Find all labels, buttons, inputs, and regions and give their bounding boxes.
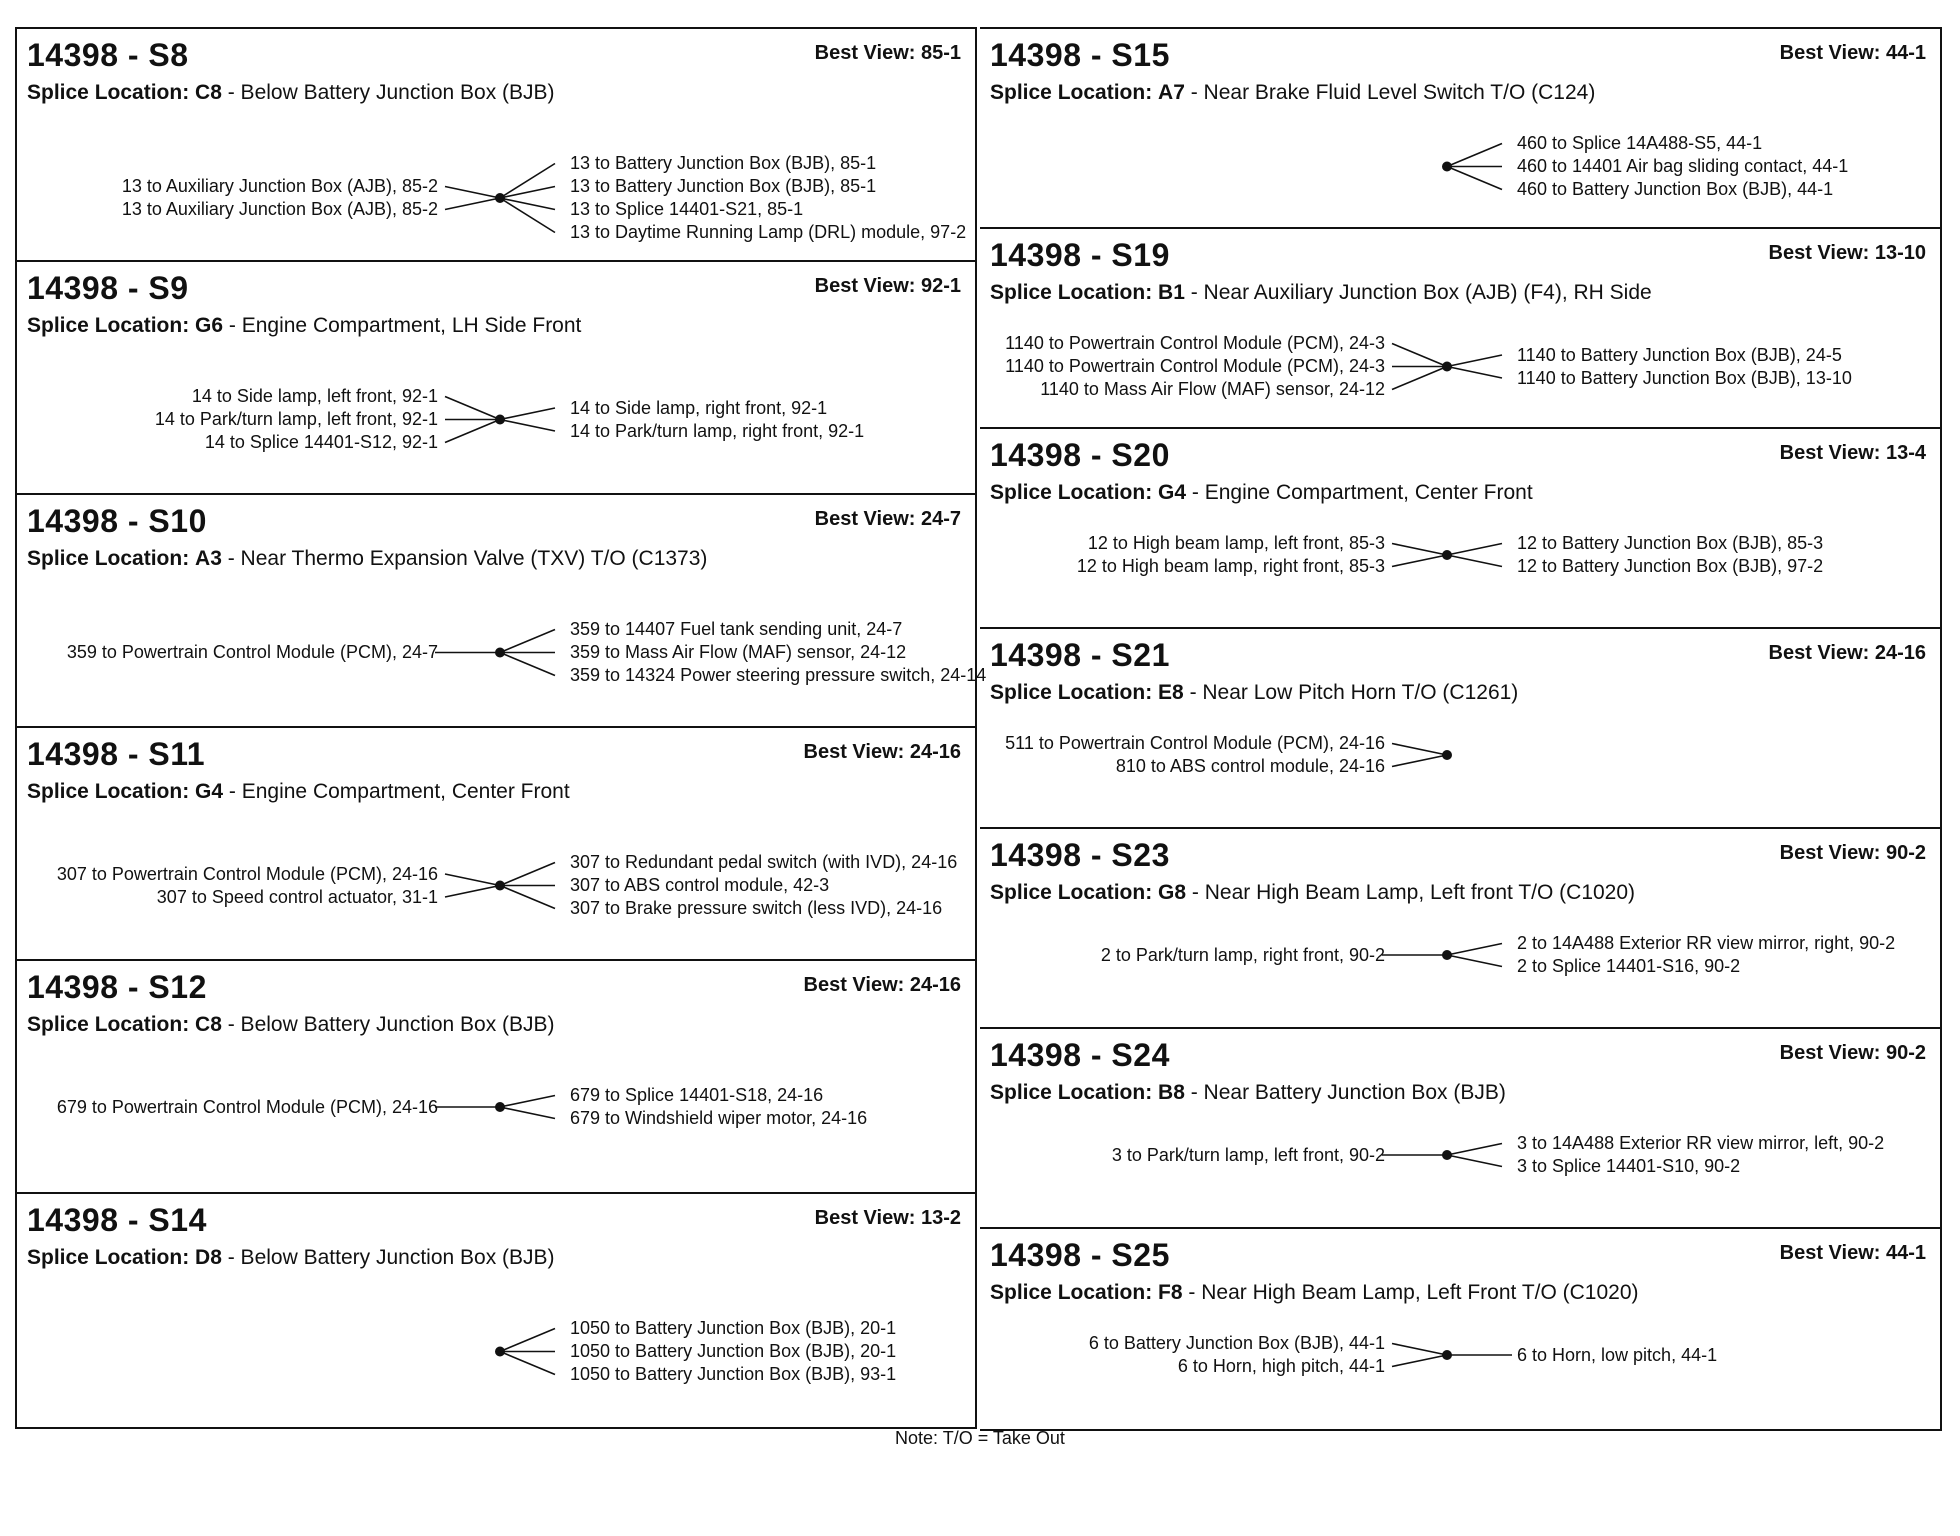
splice-id: 14398 - S24 — [990, 1037, 1170, 1073]
splice-card — [980, 229, 1940, 429]
splice-column-left — [15, 27, 987, 1429]
best-view-value: 44-1 — [1885, 42, 1926, 64]
wire-line-right — [500, 1107, 555, 1119]
splice-location-desc: - Near Auxiliary Junction Box (AJB) (F4), RH Side — [1190, 281, 1652, 304]
splice-location-code: F8 — [1158, 1281, 1183, 1304]
splice-location-code: A7 — [1158, 81, 1185, 104]
splice-location-code: G6 — [195, 314, 224, 337]
splice-dot — [495, 1347, 505, 1357]
best-view-value: 90-2 — [1885, 842, 1926, 864]
splice-card — [17, 961, 975, 1194]
wire-line-left — [1392, 344, 1447, 367]
wire-right: 307 to Brake pressure switch (less IVD), 24-16 — [570, 898, 943, 918]
splice-location-label: Splice Location: — [27, 780, 190, 803]
splice-location-code: G8 — [1158, 881, 1187, 904]
wire-line-right — [1447, 167, 1502, 190]
wire-right: 2 to 14A488 Exterior RR view mirror, right, 90-2 — [1517, 933, 1896, 953]
best-view-label: Best View: — [1768, 242, 1870, 264]
splice-dot — [1442, 950, 1452, 960]
wire-right: 1050 to Battery Junction Box (BJB), 93-1 — [570, 1364, 897, 1384]
splice-diagram — [980, 229, 1942, 429]
wire-left: 13 to Auxiliary Junction Box (AJB), 85-2 — [121, 199, 438, 219]
splice-location-code: B1 — [1158, 281, 1185, 304]
splice-card — [980, 1229, 1940, 1429]
splice-id: 14398 - S11 — [27, 736, 206, 772]
splice-location-desc: - Near High Beam Lamp, Left Front T/O (C1020) — [1188, 1281, 1639, 1304]
wire-line-right — [1447, 555, 1502, 567]
splice-diagram — [980, 629, 1942, 829]
splice-location-desc: - Engine Compartment, Center Front — [228, 780, 570, 803]
splice-dot — [495, 881, 505, 891]
best-view-label: Best View: — [814, 275, 916, 297]
splice-diagram — [17, 495, 979, 728]
splice-location-code: E8 — [1158, 681, 1184, 704]
splice-location-label: Splice Location: — [27, 547, 190, 570]
splice-diagram — [17, 1194, 979, 1427]
splice-diagram — [980, 829, 1942, 1029]
splice-location-label: Splice Location: — [990, 81, 1153, 104]
splice-location-desc: - Near Battery Junction Box (BJB) — [1190, 1081, 1506, 1104]
wire-left: 13 to Auxiliary Junction Box (AJB), 85-2 — [121, 176, 438, 196]
best-view-label: Best View: — [1779, 842, 1881, 864]
best-view-value: 85-1 — [920, 42, 961, 64]
splice-id: 14398 - S14 — [27, 1202, 207, 1238]
splice-dot — [1442, 362, 1452, 372]
splice-location-label: Splice Location: — [27, 81, 190, 104]
wire-right: 3 to Splice 14401-S10, 90-2 — [1517, 1156, 1741, 1176]
splice-id: 14398 - S20 — [990, 437, 1170, 473]
wire-line-right — [500, 630, 555, 653]
best-view-value: 90-2 — [1885, 1042, 1926, 1064]
splice-location-code: G4 — [1158, 481, 1187, 504]
splice-location-label: Splice Location: — [27, 314, 190, 337]
wire-right: 14 to Park/turn lamp, right front, 92-1 — [570, 420, 865, 441]
wire-right: 1140 to Battery Junction Box (BJB), 24-5 — [1517, 344, 1842, 365]
splice-card — [17, 495, 987, 728]
best-view-value: 13-10 — [1874, 242, 1926, 264]
wire-right: 307 to Redundant pedal switch (with IVD), 24-16 — [570, 852, 958, 872]
splice-location-desc: - Near Low Pitch Horn T/O (C1261) — [1189, 681, 1519, 704]
splice-diagram — [17, 728, 979, 961]
wire-left: 307 to Powertrain Control Module (PCM), 24-16 — [56, 863, 438, 884]
best-view-label: Best View: — [1779, 1242, 1881, 1264]
wire-line-left — [445, 886, 500, 898]
best-view-label: Best View: — [814, 1207, 916, 1229]
wire-right: 359 to 14324 Power steering pressure switch, 24-14 — [570, 665, 987, 685]
wire-line-left — [1392, 555, 1447, 567]
wire-line-left — [445, 198, 500, 210]
splice-card — [980, 829, 1940, 1029]
wire-right: 307 to ABS control module, 42-3 — [570, 875, 830, 895]
splice-location-desc: - Below Battery Junction Box (BJB) — [227, 81, 555, 104]
wire-right: 13 to Daytime Running Lamp (DRL) module, 97-2 — [570, 222, 967, 242]
wire-line-left — [1392, 755, 1447, 767]
wire-right: 6 to Horn, low pitch, 44-1 — [1517, 1344, 1718, 1365]
wire-left: 14 to Splice 14401-S12, 92-1 — [204, 432, 438, 452]
splice-location-code: A3 — [195, 547, 222, 570]
splice-id: 14398 - S21 — [990, 637, 1170, 673]
splice-location-label: Splice Location: — [990, 481, 1153, 504]
wire-left: 511 to Powertrain Control Module (PCM), 24-16 — [1005, 733, 1385, 753]
best-view-value: 24-7 — [920, 508, 961, 530]
wire-right: 1050 to Battery Junction Box (BJB), 20-1 — [570, 1318, 897, 1338]
splice-id: 14398 - S9 — [27, 270, 189, 306]
splice-card — [17, 728, 975, 961]
wire-right: 13 to Battery Junction Box (BJB), 85-1 — [570, 153, 877, 173]
wire-line-left — [1392, 367, 1447, 390]
wire-line-left — [1392, 744, 1447, 756]
wire-left: 14 to Side lamp, left front, 92-1 — [191, 386, 438, 406]
wire-line-right — [500, 1096, 555, 1108]
splice-location-label: Splice Location: — [990, 881, 1153, 904]
splice-dot — [1442, 550, 1452, 560]
splice-card — [17, 29, 975, 262]
splice-location-label: Splice Location: — [990, 281, 1153, 304]
wire-line-left — [445, 187, 500, 199]
splice-location-code: G4 — [195, 780, 224, 803]
wire-right: 2 to Splice 14401-S16, 90-2 — [1517, 956, 1741, 976]
splice-location-desc: - Below Battery Junction Box (BJB) — [227, 1246, 555, 1269]
wire-line-right — [500, 1352, 555, 1375]
wire-left: 12 to High beam lamp, left front, 85-3 — [1087, 533, 1385, 553]
wire-right: 1140 to Battery Junction Box (BJB), 13-10 — [1517, 367, 1852, 388]
wire-line-right — [1447, 1144, 1502, 1156]
wire-right: 679 to Windshield wiper motor, 24-16 — [570, 1108, 868, 1128]
wire-right: 3 to 14A488 Exterior RR view mirror, left, 90-2 — [1517, 1133, 1885, 1153]
wire-left: 810 to ABS control module, 24-16 — [1115, 756, 1385, 776]
wire-right: 460 to 14401 Air bag sliding contact, 44-1 — [1517, 156, 1849, 176]
wire-line-right — [1447, 355, 1502, 367]
wire-line-right — [500, 1329, 555, 1352]
splice-card — [980, 29, 1940, 229]
splice-dot — [1442, 162, 1452, 172]
wire-line-right — [500, 886, 555, 909]
wire-left: 359 to Powertrain Control Module (PCM), 24-7 — [66, 642, 438, 662]
splice-diagram — [980, 1029, 1942, 1229]
best-view-value: 92-1 — [920, 275, 961, 297]
wire-line-right — [500, 420, 555, 432]
best-view-label: Best View: — [1779, 442, 1881, 464]
best-view-value: 13-2 — [920, 1207, 961, 1229]
wire-left: 12 to High beam lamp, right front, 85-3 — [1076, 556, 1385, 576]
wire-left: 1140 to Mass Air Flow (MAF) sensor, 24-12 — [1040, 379, 1385, 399]
wire-line-left — [445, 874, 500, 886]
wire-left: 2 to Park/turn lamp, right front, 90-2 — [1100, 944, 1385, 965]
wire-line-right — [500, 408, 555, 420]
wire-right: 359 to 14407 Fuel tank sending unit, 24-7 — [570, 619, 903, 639]
wire-right: 13 to Splice 14401-S21, 85-1 — [570, 199, 804, 219]
splice-location-label: Splice Location: — [27, 1013, 190, 1036]
wire-right: 12 to Battery Junction Box (BJB), 85-3 — [1517, 533, 1824, 553]
splice-id: 14398 - S25 — [990, 1237, 1170, 1273]
wire-left: 14 to Park/turn lamp, left front, 92-1 — [154, 409, 438, 429]
wire-left: 3 to Park/turn lamp, left front, 90-2 — [1111, 1144, 1385, 1165]
wire-right: 1050 to Battery Junction Box (BJB), 20-1 — [570, 1341, 897, 1361]
wire-left: 307 to Speed control actuator, 31-1 — [156, 886, 438, 907]
best-view-value: 13-4 — [1885, 442, 1926, 464]
splice-location-label: Splice Location: — [990, 1081, 1153, 1104]
wire-line-right — [500, 653, 555, 676]
splice-dot — [495, 415, 505, 425]
wire-line-left — [445, 420, 500, 443]
splice-diagram — [980, 429, 1942, 629]
splice-location-label: Splice Location: — [990, 1281, 1153, 1304]
splice-dot — [1442, 750, 1452, 760]
splice-id: 14398 - S15 — [990, 37, 1170, 73]
splice-id: 14398 - S12 — [27, 969, 207, 1005]
best-view-value: 24-16 — [1874, 642, 1926, 664]
splice-dot — [495, 1102, 505, 1112]
wire-line-right — [500, 863, 555, 886]
wire-left: 1140 to Powertrain Control Module (PCM), 24-3 — [1005, 356, 1385, 376]
wire-line-left — [1392, 1355, 1447, 1367]
splice-location-desc: - Near High Beam Lamp, Left front T/O (C1020) — [1191, 881, 1636, 904]
best-view-value: 24-16 — [909, 741, 961, 763]
wire-right: 13 to Battery Junction Box (BJB), 85-1 — [570, 176, 877, 196]
splice-id: 14398 - S23 — [990, 837, 1170, 873]
splice-id: 14398 - S19 — [990, 237, 1170, 273]
splice-diagram — [17, 29, 979, 262]
wire-right: 14 to Side lamp, right front, 92-1 — [570, 397, 828, 418]
best-view-label: Best View: — [803, 741, 905, 763]
best-view-label: Best View: — [814, 42, 916, 64]
footnote: Note: T/O = Take Out — [895, 1428, 1065, 1448]
best-view-value: 44-1 — [1885, 1242, 1926, 1264]
wire-right: 460 to Battery Junction Box (BJB), 44-1 — [1517, 179, 1834, 199]
splice-card — [980, 429, 1940, 629]
wire-left: 6 to Horn, high pitch, 44-1 — [1177, 1356, 1385, 1376]
splice-location-desc: - Near Brake Fluid Level Switch T/O (C124) — [1190, 81, 1596, 104]
splice-location-code: B8 — [1158, 1081, 1185, 1104]
wire-line-right — [1447, 1155, 1502, 1167]
wire-line-left — [445, 397, 500, 420]
splice-id: 14398 - S10 — [27, 503, 207, 539]
splice-location-code: C8 — [195, 1013, 222, 1036]
splice-id: 14398 - S8 — [27, 37, 189, 73]
wire-line-left — [1392, 544, 1447, 556]
wire-line-right — [1447, 144, 1502, 167]
wire-right: 460 to Splice 14A488-S5, 44-1 — [1517, 133, 1763, 153]
splice-card — [980, 1029, 1940, 1229]
best-view-label: Best View: — [1779, 42, 1881, 64]
splice-diagram — [980, 29, 1942, 229]
wire-line-left — [1392, 1344, 1447, 1356]
splice-location-label: Splice Location: — [27, 1246, 190, 1269]
best-view-label: Best View: — [1768, 642, 1870, 664]
splice-location-desc: - Engine Compartment, LH Side Front — [228, 314, 582, 337]
splice-dot — [1442, 1150, 1452, 1160]
splice-location-desc: - Engine Compartment, Center Front — [1191, 481, 1533, 504]
splice-card — [17, 1194, 975, 1427]
splice-diagram — [980, 1229, 1942, 1429]
best-view-value: 24-16 — [909, 974, 961, 996]
splice-card — [17, 262, 975, 495]
wire-left: 679 to Powertrain Control Module (PCM), 24-16 — [56, 1096, 438, 1117]
splice-diagram — [17, 961, 979, 1194]
wire-left: 6 to Battery Junction Box (BJB), 44-1 — [1088, 1333, 1385, 1353]
splice-column-right — [980, 27, 1942, 1431]
wire-line-right — [1447, 544, 1502, 556]
wire-right: 359 to Mass Air Flow (MAF) sensor, 24-12 — [570, 642, 907, 662]
splice-location-desc: - Below Battery Junction Box (BJB) — [227, 1013, 555, 1036]
splice-location-code: C8 — [195, 81, 222, 104]
best-view-label: Best View: — [1779, 1042, 1881, 1064]
wire-right: 12 to Battery Junction Box (BJB), 97-2 — [1517, 556, 1824, 576]
wire-right: 679 to Splice 14401-S18, 24-16 — [570, 1085, 824, 1105]
splice-location-code: D8 — [195, 1246, 222, 1269]
wire-line-right — [1447, 944, 1502, 956]
splice-dot — [495, 193, 505, 203]
wire-line-right — [1447, 955, 1502, 967]
splice-card — [980, 629, 1940, 829]
best-view-label: Best View: — [814, 508, 916, 530]
wire-left: 1140 to Powertrain Control Module (PCM), 24-3 — [1005, 333, 1385, 353]
wire-line-right — [1447, 367, 1502, 379]
splice-dot — [495, 648, 505, 658]
splice-location-desc: - Near Thermo Expansion Valve (TXV) T/O (C1373) — [227, 547, 708, 570]
splice-diagram — [17, 262, 979, 495]
best-view-label: Best View: — [803, 974, 905, 996]
splice-location-label: Splice Location: — [990, 681, 1153, 704]
splice-dot — [1442, 1350, 1452, 1360]
